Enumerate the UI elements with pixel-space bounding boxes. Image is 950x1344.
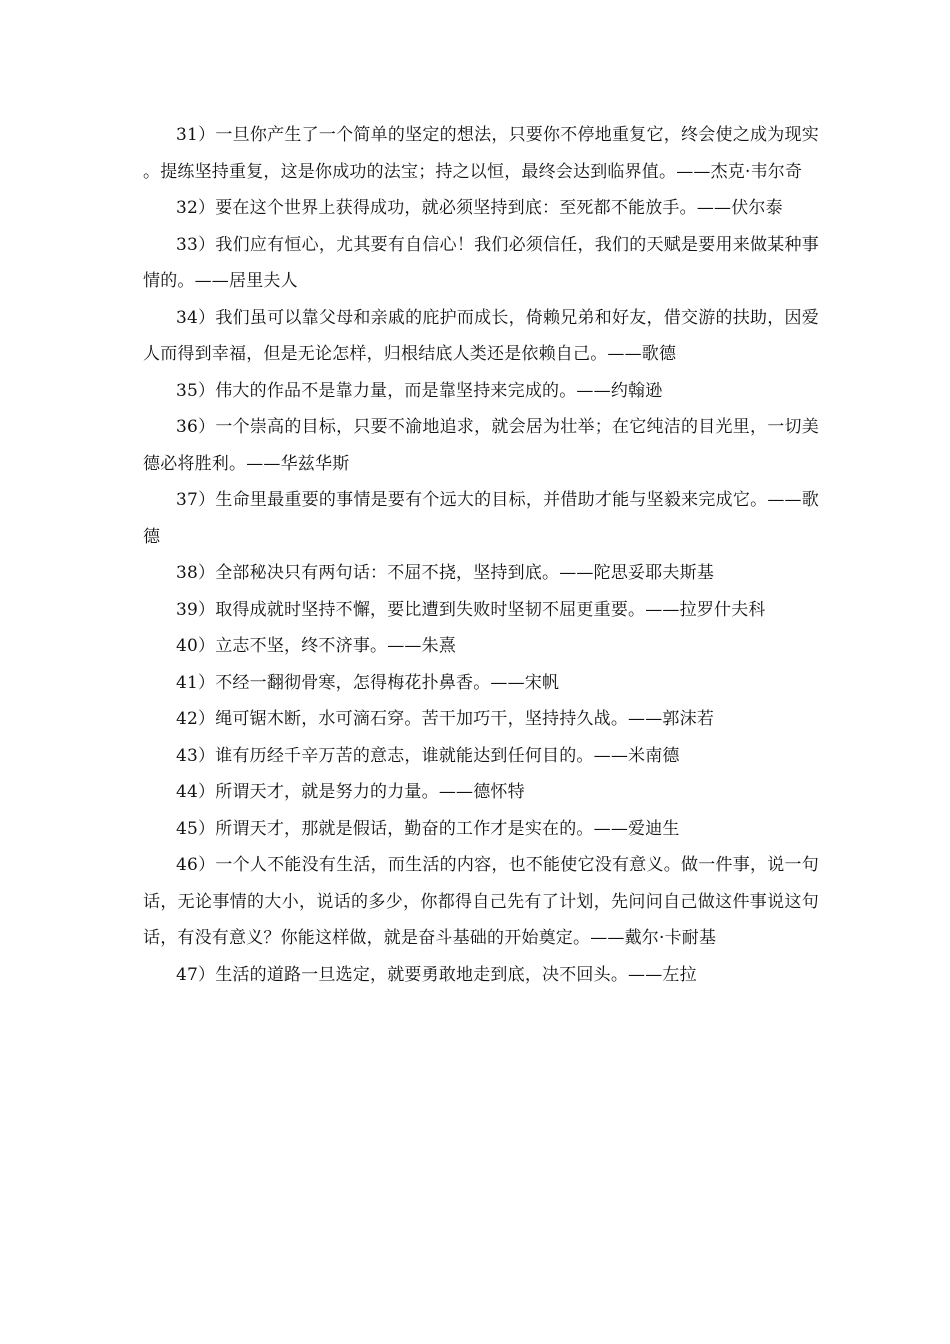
quote-45: 45）所谓天才，那就是假话，勤奋的工作才是实在的。——爱迪生 (176, 818, 680, 839)
quote-44: 44）所谓天才，就是努力的力量。——德怀特 (176, 782, 525, 802)
quote-38: 38）全部秘决只有两句话：不屈不挠，坚持到底。——陀思妥耶夫斯基 (176, 563, 715, 583)
quote-40: 40）立志不坚，终不济事。——朱熹 (176, 636, 457, 656)
quote-35: 35）伟大的作品不是靠力量，而是靠坚持来完成的。——约翰逊 (176, 380, 663, 401)
quote-37: 37）生命里最重要的事情是要有个远大的目标，并借助才能与坚毅来完成它。——歌德 (143, 490, 819, 547)
quote-42: 42）绳可锯木断，水可滴石穿。苦干加巧干，坚持持久战。——郭沫若 (176, 709, 715, 729)
quote-34: 34）我们虽可以靠父母和亲戚的庇护而成长，倚赖兄弟和好友，借交游的扶助，因爱人而得到幸福，但是无论怎样，归根结底人类还是依赖自己。——歌德 (143, 307, 819, 364)
quote-41: 41）不经一翻彻骨寒，怎得梅花扑鼻香。——宋帆 (176, 672, 560, 693)
quote-47: 47）生活的道路一旦选定，就要勇敢地走到底，决不回头。——左拉 (176, 964, 697, 985)
quote-36: 36）一个崇高的目标，只要不渝地追求，就会居为壮举；在它纯洁的目光里，一切美德必将胜利。——华兹华斯 (143, 417, 819, 474)
quote-32: 32）要在这个世界上获得成功，就必须坚持到底：至死都不能放手。——伏尔泰 (176, 198, 783, 218)
quote-43: 43）谁有历经千辛万苦的意志，谁就能达到任何目的。——米南德 (176, 745, 680, 766)
quote-39: 39）取得成就时坚持不懈，要比遭到失败时坚韧不屈更重要。——拉罗什夫科 (176, 599, 766, 620)
quote-31: 31）一旦你产生了一个简单的坚定的想法，只要你不停地重复它，终会使之成为现实。提练坚持重复，这是你成功的法宝；持之以恒，最终会达到临界值。——杰克·韦尔奇 (143, 125, 819, 182)
quote-list (143, 117, 819, 993)
quote-33: 33）我们应有恒心，尤其要有自信心！我们必须信任，我们的天赋是要用来做某种事情的。——居里夫人 (143, 234, 819, 291)
quote-46: 46）一个人不能没有生活，而生活的内容，也不能使它没有意义。做一件事，说一句话，无论事情的大小，说话的多少，你都得自己先有了计划，先问问自己做这件事说这句话，有没有意义？你能这样做，就是奋斗基础的开始奠定。——戴尔·卡耐基 (143, 855, 819, 948)
